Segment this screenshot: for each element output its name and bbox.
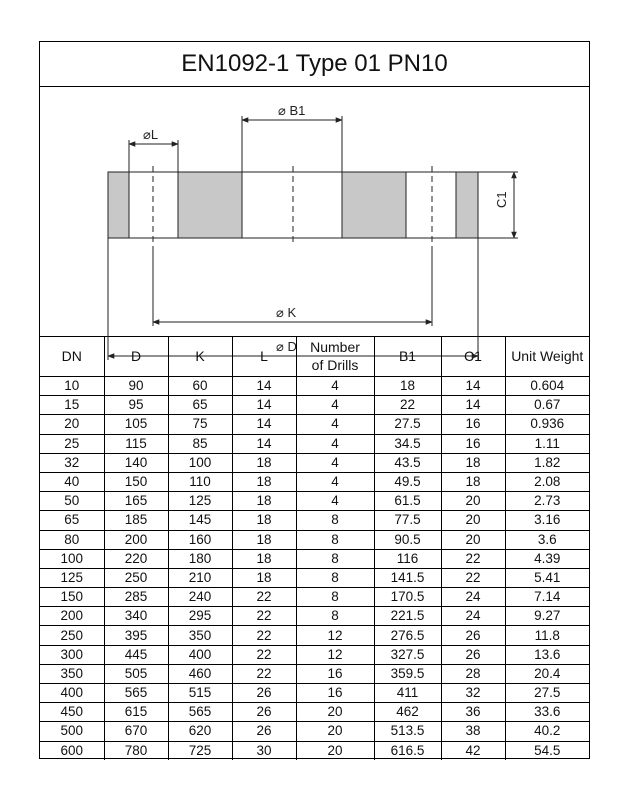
table-cell: 61.5 xyxy=(374,492,441,511)
table-cell: 100 xyxy=(40,549,104,568)
table-cell: 100 xyxy=(168,453,232,472)
table-cell: 8 xyxy=(296,549,374,568)
column-header: K xyxy=(168,336,232,377)
table-cell: 20 xyxy=(296,722,374,741)
table-cell: 505 xyxy=(104,664,168,683)
table-cell: 65 xyxy=(168,396,232,415)
table-cell: 32 xyxy=(40,453,104,472)
table-cell: 2.08 xyxy=(505,472,589,491)
table-cell: 40 xyxy=(40,472,104,491)
table-cell: 90 xyxy=(104,377,168,396)
dim-label-D: ⌀ D xyxy=(276,339,297,354)
flange-section-right-inner xyxy=(342,172,406,238)
table-row xyxy=(40,722,589,741)
table-cell: 210 xyxy=(168,568,232,587)
table-cell: 16 xyxy=(441,415,505,434)
table-row xyxy=(40,645,589,664)
table-cell: 16 xyxy=(296,664,374,683)
table-row xyxy=(40,530,589,549)
flange-drawing xyxy=(40,86,589,354)
table-row xyxy=(40,492,589,511)
column-header: Unit Weight xyxy=(505,336,589,377)
table-cell: 38 xyxy=(441,722,505,741)
table-cell: 18 xyxy=(232,549,296,568)
table-cell: 150 xyxy=(104,472,168,491)
table-cell: 445 xyxy=(104,645,168,664)
table-cell: 18 xyxy=(374,377,441,396)
flange-section-left-outer xyxy=(108,172,129,238)
table-cell: 240 xyxy=(168,588,232,607)
table-cell: 4 xyxy=(296,415,374,434)
table-cell: 18 xyxy=(232,530,296,549)
dim-label-K: ⌀ K xyxy=(276,305,297,320)
table-cell: 515 xyxy=(168,684,232,703)
table-cell: 16 xyxy=(441,434,505,453)
table-cell: 200 xyxy=(40,607,104,626)
table-cell: 22 xyxy=(232,664,296,683)
table-cell: 9.27 xyxy=(505,607,589,626)
table-cell: 395 xyxy=(104,626,168,645)
table-row xyxy=(40,664,589,683)
table-cell: 20 xyxy=(441,530,505,549)
page-title: EN1092-1 Type 01 PN10 xyxy=(40,42,589,87)
table-cell: 54.5 xyxy=(505,741,589,760)
table-cell: 411 xyxy=(374,684,441,703)
table-cell: 16 xyxy=(296,684,374,703)
table-cell: 0.67 xyxy=(505,396,589,415)
table-cell: 565 xyxy=(104,684,168,703)
table-cell: 8 xyxy=(296,568,374,587)
table-cell: 22 xyxy=(441,568,505,587)
dimension-table xyxy=(40,336,589,760)
table-row xyxy=(40,415,589,434)
table-cell: 7.14 xyxy=(505,588,589,607)
table-cell: 250 xyxy=(40,626,104,645)
table-cell: 359.5 xyxy=(374,664,441,683)
table-row xyxy=(40,741,589,760)
table-cell: 8 xyxy=(296,511,374,530)
table-cell: 27.5 xyxy=(505,684,589,703)
table-cell: 513.5 xyxy=(374,722,441,741)
table-cell: 90.5 xyxy=(374,530,441,549)
table-cell: 4 xyxy=(296,492,374,511)
table-header-row xyxy=(40,336,589,377)
table-cell: 200 xyxy=(104,530,168,549)
table-cell: 221.5 xyxy=(374,607,441,626)
table-cell: 36 xyxy=(441,703,505,722)
table-cell: 300 xyxy=(40,645,104,664)
table-cell: 14 xyxy=(441,377,505,396)
table-cell: 22 xyxy=(374,396,441,415)
table-cell: 400 xyxy=(40,684,104,703)
table-cell: 2.73 xyxy=(505,492,589,511)
table-cell: 400 xyxy=(168,645,232,664)
table-cell: 3.16 xyxy=(505,511,589,530)
table-row xyxy=(40,549,589,568)
table-cell: 26 xyxy=(232,722,296,741)
table-cell: 49.5 xyxy=(374,472,441,491)
table-cell: 125 xyxy=(168,492,232,511)
table-cell: 14 xyxy=(232,377,296,396)
table-row xyxy=(40,588,589,607)
table-row xyxy=(40,684,589,703)
table-cell: 65 xyxy=(40,511,104,530)
table-row xyxy=(40,377,589,396)
table-cell: 26 xyxy=(441,645,505,664)
table-cell: 160 xyxy=(168,530,232,549)
column-header: L xyxy=(232,336,296,377)
column-header: DN xyxy=(40,336,104,377)
table-cell: 18 xyxy=(232,472,296,491)
table-cell: 1.11 xyxy=(505,434,589,453)
table-cell: 18 xyxy=(441,453,505,472)
table-cell: 116 xyxy=(374,549,441,568)
table-cell: 295 xyxy=(168,607,232,626)
table-cell: 28 xyxy=(441,664,505,683)
table-cell: 42 xyxy=(441,741,505,760)
table-cell: 620 xyxy=(168,722,232,741)
table-cell: 18 xyxy=(441,472,505,491)
table-cell: 115 xyxy=(104,434,168,453)
table-cell: 12 xyxy=(296,645,374,664)
table-cell: 180 xyxy=(168,549,232,568)
table-cell: 24 xyxy=(441,607,505,626)
table-cell: 18 xyxy=(232,568,296,587)
table-row xyxy=(40,607,589,626)
table-cell: 14 xyxy=(232,396,296,415)
table-cell: 20 xyxy=(40,415,104,434)
table-cell: 145 xyxy=(168,511,232,530)
table-cell: 18 xyxy=(232,453,296,472)
table-cell: 77.5 xyxy=(374,511,441,530)
table-cell: 8 xyxy=(296,588,374,607)
table-cell: 780 xyxy=(104,741,168,760)
table-cell: 616.5 xyxy=(374,741,441,760)
table-cell: 4 xyxy=(296,396,374,415)
table-row xyxy=(40,434,589,453)
table-cell: 18 xyxy=(232,511,296,530)
table-cell: 30 xyxy=(232,741,296,760)
table-cell: 327.5 xyxy=(374,645,441,664)
table-cell: 11.8 xyxy=(505,626,589,645)
table-cell: 33.6 xyxy=(505,703,589,722)
table-cell: 185 xyxy=(104,511,168,530)
table-cell: 4 xyxy=(296,377,374,396)
table-cell: 26 xyxy=(232,703,296,722)
table-cell: 500 xyxy=(40,722,104,741)
table-cell: 15 xyxy=(40,396,104,415)
table-cell: 220 xyxy=(104,549,168,568)
table-cell: 4.39 xyxy=(505,549,589,568)
table-cell: 27.5 xyxy=(374,415,441,434)
table-cell: 14 xyxy=(232,434,296,453)
table-cell: 140 xyxy=(104,453,168,472)
table-cell: 20 xyxy=(296,703,374,722)
table-cell: 3.6 xyxy=(505,530,589,549)
dim-label-C1: C1 xyxy=(494,191,509,208)
table-cell: 460 xyxy=(168,664,232,683)
table-cell: 95 xyxy=(104,396,168,415)
table-cell: 22 xyxy=(232,588,296,607)
table-cell: 250 xyxy=(104,568,168,587)
table-cell: 18 xyxy=(232,492,296,511)
table-cell: 0.604 xyxy=(505,377,589,396)
column-header: D xyxy=(104,336,168,377)
table-row xyxy=(40,568,589,587)
column-header: C1 xyxy=(441,336,505,377)
table-row xyxy=(40,626,589,645)
column-header: B1 xyxy=(374,336,441,377)
table-cell: 615 xyxy=(104,703,168,722)
table-cell: 20.4 xyxy=(505,664,589,683)
table-cell: 85 xyxy=(168,434,232,453)
table-cell: 14 xyxy=(441,396,505,415)
table-cell: 125 xyxy=(40,568,104,587)
flange-cross-section xyxy=(40,86,589,354)
table-cell: 32 xyxy=(441,684,505,703)
column-header: Number of Drills xyxy=(296,336,374,377)
table-cell: 350 xyxy=(40,664,104,683)
table-row xyxy=(40,396,589,415)
table-cell: 14 xyxy=(232,415,296,434)
table-cell: 22 xyxy=(232,607,296,626)
table-cell: 20 xyxy=(441,511,505,530)
table-cell: 450 xyxy=(40,703,104,722)
table-cell: 26 xyxy=(441,626,505,645)
table-cell: 0.936 xyxy=(505,415,589,434)
table-cell: 10 xyxy=(40,377,104,396)
table-cell: 4 xyxy=(296,453,374,472)
table-cell: 4 xyxy=(296,434,374,453)
table-cell: 350 xyxy=(168,626,232,645)
table-cell: 1.82 xyxy=(505,453,589,472)
table-cell: 80 xyxy=(40,530,104,549)
table-cell: 43.5 xyxy=(374,453,441,472)
dim-label-L: ⌀L xyxy=(143,127,159,142)
table-row xyxy=(40,453,589,472)
table-cell: 13.6 xyxy=(505,645,589,664)
table-cell: 141.5 xyxy=(374,568,441,587)
table-cell: 12 xyxy=(296,626,374,645)
spec-sheet xyxy=(39,41,590,759)
table-cell: 34.5 xyxy=(374,434,441,453)
table-cell: 462 xyxy=(374,703,441,722)
table-cell: 600 xyxy=(40,741,104,760)
table-cell: 165 xyxy=(104,492,168,511)
dim-label-B1: ⌀ B1 xyxy=(278,103,306,118)
table-row xyxy=(40,472,589,491)
table-cell: 285 xyxy=(104,588,168,607)
table-cell: 5.41 xyxy=(505,568,589,587)
table-cell: 25 xyxy=(40,434,104,453)
table-cell: 170.5 xyxy=(374,588,441,607)
table-cell: 8 xyxy=(296,530,374,549)
table-cell: 340 xyxy=(104,607,168,626)
table-cell: 50 xyxy=(40,492,104,511)
table-cell: 40.2 xyxy=(505,722,589,741)
table-cell: 276.5 xyxy=(374,626,441,645)
table-cell: 725 xyxy=(168,741,232,760)
table-cell: 60 xyxy=(168,377,232,396)
table-cell: 8 xyxy=(296,607,374,626)
table-cell: 22 xyxy=(232,626,296,645)
table-cell: 22 xyxy=(441,549,505,568)
table-cell: 26 xyxy=(232,684,296,703)
table-cell: 565 xyxy=(168,703,232,722)
flange-section-right-outer xyxy=(456,172,478,238)
table-cell: 670 xyxy=(104,722,168,741)
table-cell: 24 xyxy=(441,588,505,607)
table-cell: 20 xyxy=(296,741,374,760)
table-cell: 20 xyxy=(441,492,505,511)
table-cell: 75 xyxy=(168,415,232,434)
table-cell: 105 xyxy=(104,415,168,434)
table-row xyxy=(40,511,589,530)
table-row xyxy=(40,703,589,722)
flange-section-left-inner xyxy=(178,172,242,238)
table-cell: 4 xyxy=(296,472,374,491)
table-body xyxy=(40,377,589,760)
table-cell: 22 xyxy=(232,645,296,664)
table-cell: 110 xyxy=(168,472,232,491)
table-cell: 150 xyxy=(40,588,104,607)
